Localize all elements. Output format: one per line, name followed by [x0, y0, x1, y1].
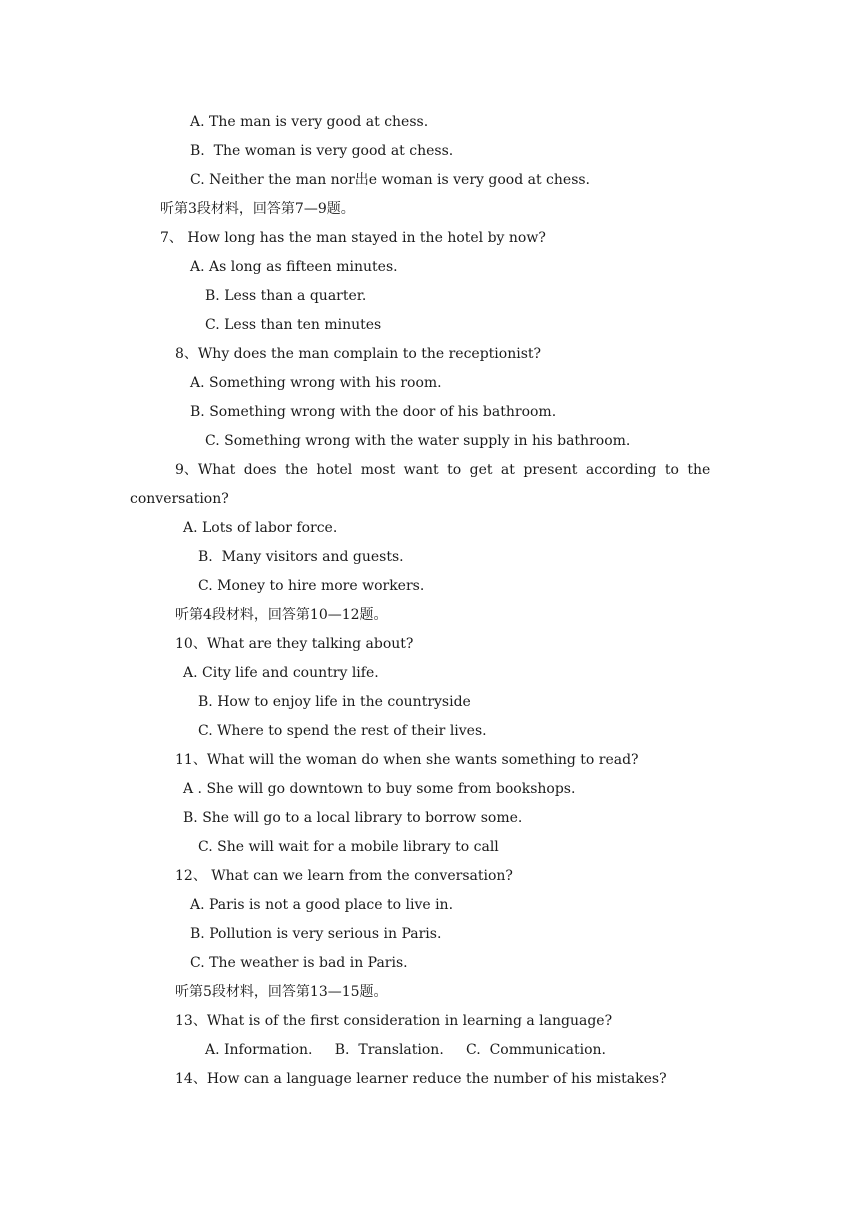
question-line: 14、How can a language learner reduce the number of his mistakes? [175, 1071, 667, 1087]
option-line: C. Money to hire more workers. [198, 578, 425, 594]
option-line: B. The woman is very good at chess. [190, 143, 454, 159]
option-line: C. Where to spend the rest of their lives. [198, 723, 487, 739]
option-line: B. Pollution is very serious in Paris. [190, 926, 442, 942]
option-line: A . She will go downtown to buy some from bookshops. [183, 781, 576, 797]
option-line: C. She will wait for a mobile library to call [198, 839, 499, 855]
option-line: B. Many visitors and guests. [198, 549, 404, 565]
option-line: B. How to enjoy life in the countryside [198, 694, 471, 710]
option-line: C. The weather is bad in Paris. [190, 955, 408, 971]
question-line: 8、Why does the man complain to the receptionist? [175, 346, 542, 362]
option-line: A. Something wrong with his room. [190, 375, 442, 391]
question-line: 12、 What can we learn from the conversation? [175, 868, 513, 884]
question-line: 13、What is of the first consideration in learning a language? [175, 1013, 613, 1029]
section-heading: 听第4段材料，回答第10—12题。 [175, 607, 388, 623]
option-line: B. Less than a quarter. [205, 288, 367, 304]
option-line: B. She will go to a local library to borrow some. [183, 810, 523, 826]
question-line: 10、What are they talking about? [175, 636, 414, 652]
section-heading: 听第3段材料，回答第7—9题。 [160, 201, 355, 217]
option-line: A. City life and country life. [183, 665, 379, 681]
option-line: A. Paris is not a good place to live in. [190, 897, 454, 913]
question-line: 11、What will the woman do when she wants something to read? [175, 752, 639, 768]
option-line: A. Lots of labor force. [183, 520, 338, 536]
option-line: C. Neither the man nor出e woman is very good at chess. [190, 172, 591, 188]
option-line: A. As long as fifteen minutes. [190, 259, 398, 275]
question-line: 7、 How long has the man stayed in the hotel by now? [160, 230, 546, 246]
section-heading: 听第5段材料，回答第13—15题。 [175, 984, 388, 1000]
option-line: C. Less than ten minutes [205, 317, 382, 333]
option-line: C. Something wrong with the water supply in his bathroom. [205, 433, 631, 449]
question-line-continued: conversation? [130, 491, 229, 507]
question-line: 9、What does the hotel most want to get at present according to the [175, 462, 711, 478]
option-line: A. The man is very good at chess. [190, 114, 429, 130]
option-line: A. Information. B. Translation. C. Communication. [205, 1042, 606, 1058]
option-line: B. Something wrong with the door of his bathroom. [190, 404, 557, 420]
